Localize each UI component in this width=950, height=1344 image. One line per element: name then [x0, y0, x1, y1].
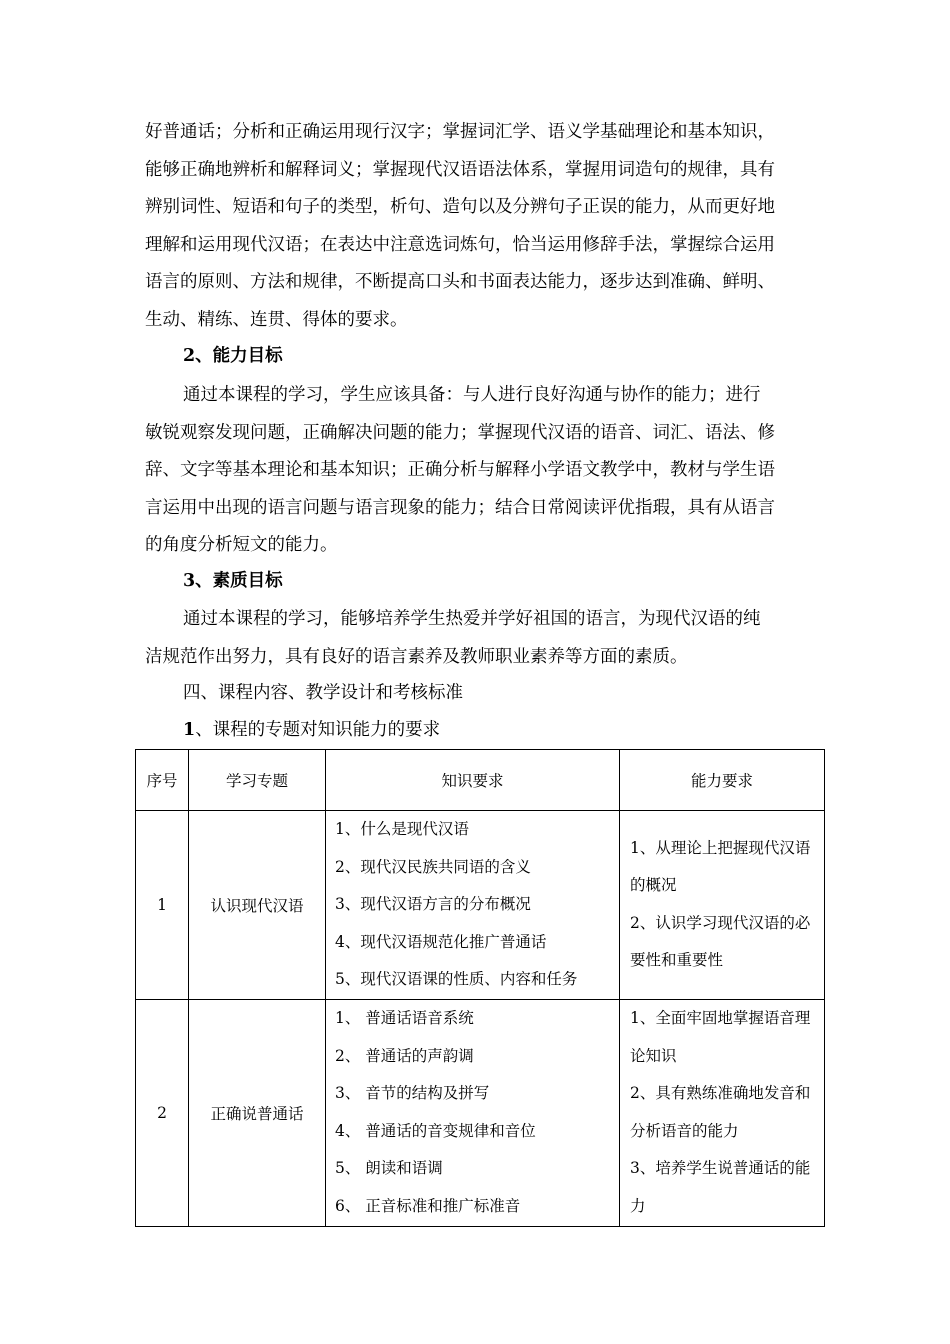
ability-line: 要性和重要性 [630, 951, 724, 970]
heading-topic-requirements [183, 715, 440, 745]
heading-ability-goal: 2、能力目标 [183, 346, 283, 366]
header-knowledge: 知识要求 [326, 750, 620, 811]
table-header-row [136, 750, 825, 811]
list-item: 6、 正音标准和推广标准音 [335, 1196, 521, 1215]
list-item: 1、什么是现代汉语 [335, 820, 469, 838]
text-line: 的角度分析短文的能力。 [145, 535, 338, 555]
ability-text [620, 830, 824, 980]
text-line: 辨别词性、短语和句子的类型，析句、造句以及分辨句子正误的能力，从而更好地 [145, 197, 775, 217]
cell-topic: 认识现代汉语 [189, 811, 326, 1000]
text-line: 通过本课程的学习，学生应该具备：与人进行良好沟通与协作的能力；进行 [183, 385, 761, 405]
table-row [136, 999, 825, 1226]
paragraph-quality-goal [145, 601, 825, 676]
ability-text [620, 1000, 824, 1225]
list-item: 1、 普通话语音系统 [335, 1009, 474, 1027]
cell-ability [620, 811, 825, 1000]
cell-ability [620, 999, 825, 1226]
text-line: 敏锐观察发现问题，正确解决问题的能力；掌握现代汉语的语音、词汇、语法、修 [145, 422, 775, 443]
text-line: 言运用中出现的语言问题与语言现象的能力；结合日常阅读评优指瑕，具有从语言 [145, 497, 775, 518]
text-line: 辞、文字等基本理论和基本知识；正确分析与解释小学语文教学中，教材与学生语 [145, 460, 775, 480]
cell-serial: 1 [136, 811, 189, 1000]
heading-course-content: 四、课程内容、教学设计和考核标准 [183, 683, 463, 703]
list-item: 3、 音节的结构及拼写 [335, 1084, 490, 1102]
ability-line: 力 [630, 1196, 646, 1215]
text-line: 理解和运用现代汉语；在表达中注意选词炼句，恰当运用修辞手法，掌握综合运用 [145, 234, 775, 255]
list-item: 3、现代汉语方言的分布概况 [335, 895, 531, 913]
text-line: 生动、精练、连贯、得体的要求。 [145, 309, 408, 330]
heading-quality-goal: 3、素质目标 [183, 571, 283, 591]
ability-line: 1、从理论上把握现代汉语 [630, 838, 811, 857]
header-ability: 能力要求 [620, 750, 825, 811]
list-item: 5、现代汉语课的性质、内容和任务 [335, 970, 578, 988]
cell-serial: 2 [136, 999, 189, 1226]
paragraph-knowledge-goal-continued [145, 114, 825, 339]
list-item: 4、 普通话的音变规律和音位 [335, 1121, 536, 1140]
knowledge-list [326, 811, 619, 999]
ability-line: 分析语音的能力 [630, 1121, 739, 1140]
text-line: 通过本课程的学习，能够培养学生热爱并学好祖国的语言，为现代汉语的纯 [183, 609, 761, 629]
ability-line: 的概况 [630, 876, 677, 895]
knowledge-list [326, 1000, 619, 1225]
text-line: 洁规范作出努力，具有良好的语言素养及教师职业素养等方面的素质。 [145, 646, 688, 667]
text-line: 语言的原则、方法和规律，不断提高口头和书面表达能力，逐步达到准确、鲜明、 [145, 272, 775, 292]
cell-knowledge [326, 811, 620, 1000]
paragraph-ability-goal [145, 377, 825, 565]
ability-line: 2、具有熟练准确地发音和 [630, 1084, 811, 1102]
heading-number: 1 [183, 720, 196, 740]
ability-line: 3、培养学生说普通话的能 [630, 1159, 811, 1177]
ability-line: 1、全面牢固地掌握语音理 [630, 1009, 811, 1027]
list-item: 2、 普通话的声韵调 [335, 1046, 474, 1065]
text-line: 能够正确地辨析和解释词义；掌握现代汉语语法体系，掌握用词造句的规律，具有 [145, 159, 775, 180]
header-serial: 序号 [136, 750, 189, 811]
header-topic: 学习专题 [189, 750, 326, 811]
list-item: 4、现代汉语规范化推广普通话 [335, 932, 547, 951]
requirements-table [135, 749, 825, 1227]
list-item: 2、现代汉民族共同语的含义 [335, 857, 531, 876]
ability-line: 2、认识学习现代汉语的必 [630, 913, 811, 932]
table-row [136, 811, 825, 1000]
cell-knowledge [326, 999, 620, 1226]
list-item: 5、 朗读和语调 [335, 1159, 443, 1177]
ability-line: 论知识 [630, 1046, 677, 1065]
text-line: 好普通话；分析和正确运用现行汉字；掌握词汇学、语义学基础理论和基本知识， [145, 122, 775, 142]
heading-text: 、课程的专题对知识能力的要求 [195, 720, 441, 740]
cell-topic: 正确说普通话 [189, 999, 326, 1226]
